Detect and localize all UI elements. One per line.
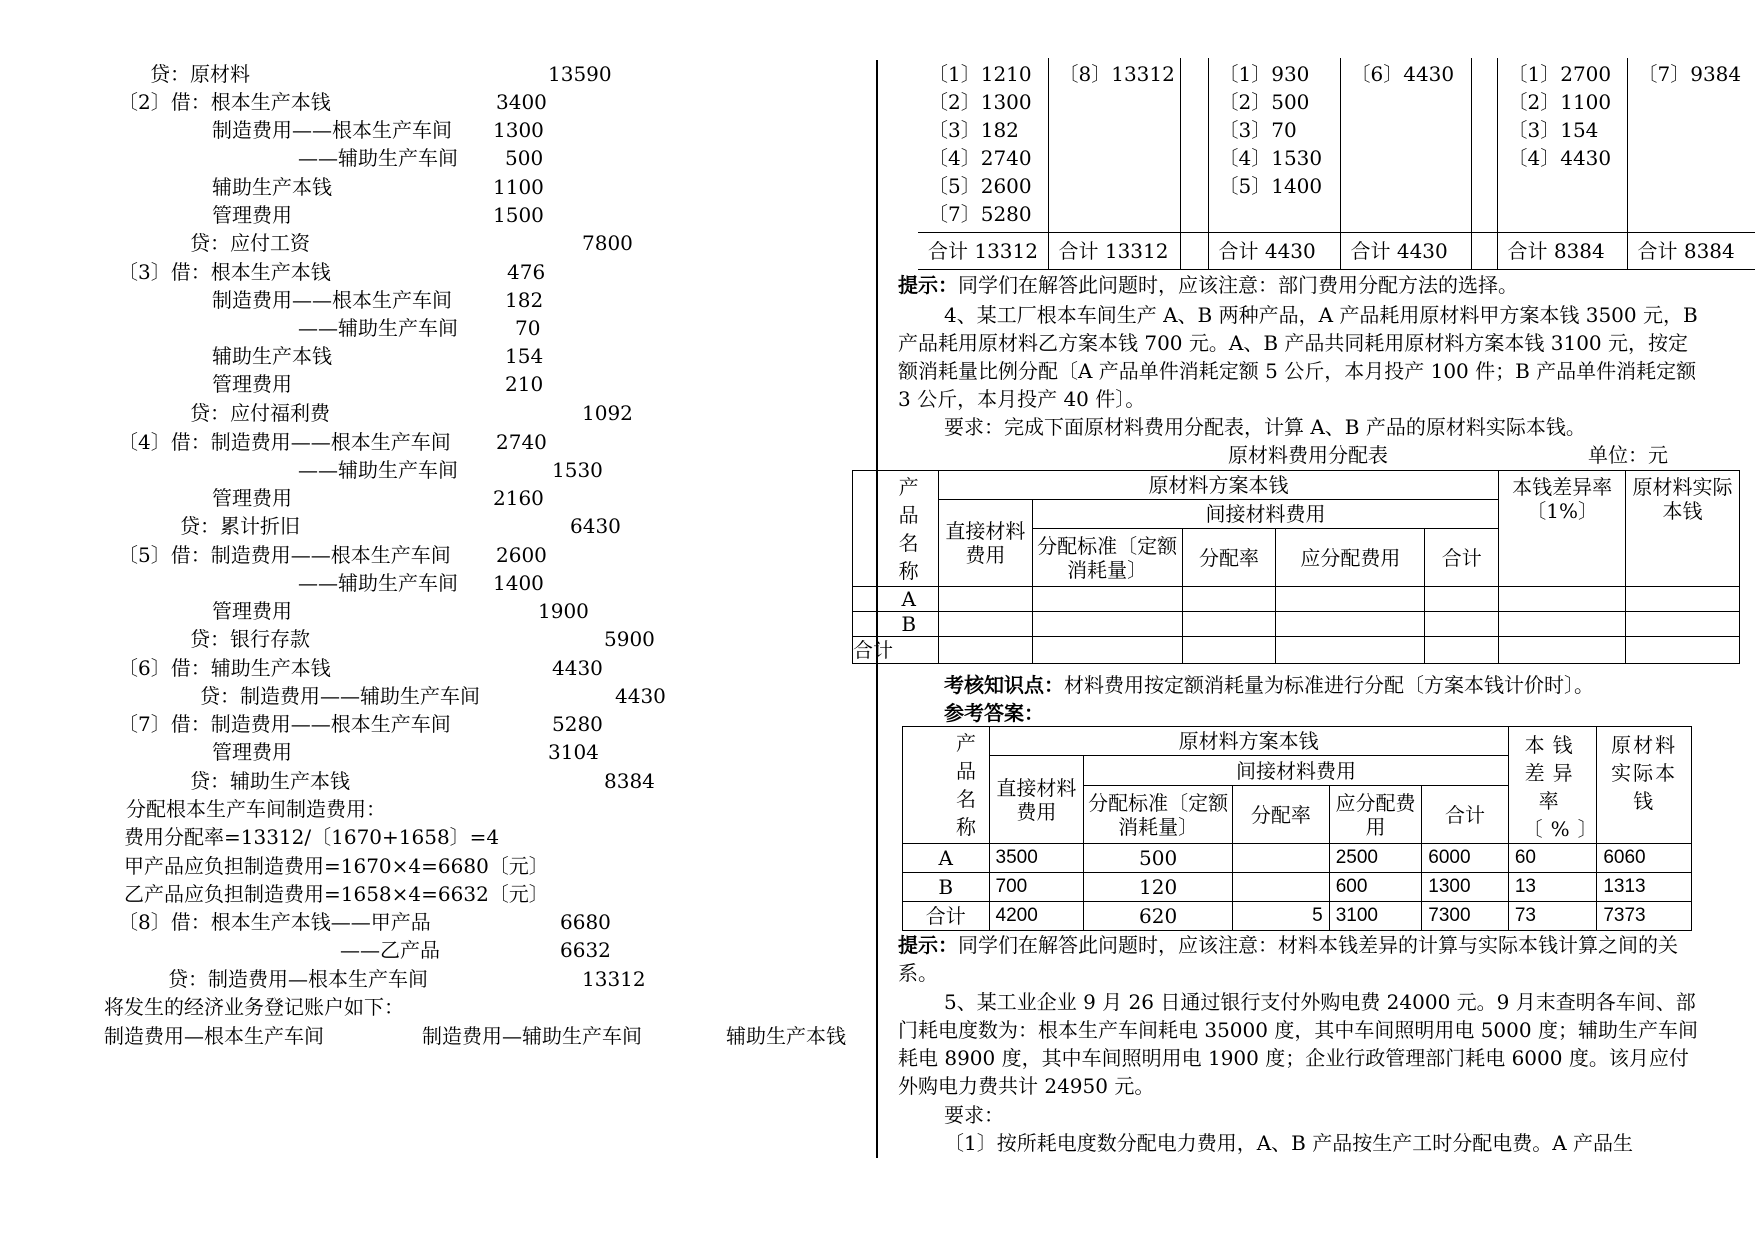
journal-line: 管理费用: [212, 599, 292, 623]
alloc-cell[interactable]: [1626, 587, 1740, 612]
ledger-debit-list-2: [1508, 60, 1627, 172]
journal-line: 制造费用——根本生产车间: [212, 288, 452, 312]
ans-diff: 13: [1508, 873, 1597, 902]
ledger-total: 合计 8384: [1627, 233, 1755, 270]
ledger-debit-entry: 〔2〕500: [1218, 90, 1310, 114]
ledger-gap: [1471, 58, 1497, 233]
journal-line: 辅助生产本钱: [212, 344, 332, 368]
alloc-cell[interactable]: [1499, 587, 1626, 612]
ans-rate: [1233, 844, 1330, 873]
ans-actual: 7373: [1597, 902, 1692, 931]
alloc-cell[interactable]: [1032, 587, 1182, 612]
alloc-h-diff: 本钱差异率〔1%〕: [1499, 471, 1626, 587]
ans-actual: 1313: [1597, 873, 1692, 902]
alloc-cell[interactable]: [1032, 612, 1182, 637]
journal-line: 〔2〕借：根本生产本钱: [118, 90, 331, 114]
alloc-h-sum: 合计: [1425, 529, 1499, 587]
journal-line: 制造费用——根本生产车间: [212, 118, 452, 142]
alloc-row: [853, 587, 1740, 612]
journal-line: 70: [515, 316, 541, 340]
alloc-h-indirect: 间接材料费用: [1032, 500, 1498, 529]
journal-line: 1092: [582, 401, 633, 425]
knowledge-label: 考核知识点：: [944, 673, 1064, 697]
ans-std: 500: [1084, 844, 1233, 873]
ans-h-plan: 原材料方案本钱: [989, 727, 1508, 756]
ans-sum: 1300: [1422, 873, 1509, 902]
ans-direct: 700: [989, 873, 1084, 902]
ledger-debit-list-1: [1219, 60, 1340, 200]
ans-h-rate: 分配率: [1233, 786, 1330, 844]
hint-1: [898, 273, 1518, 297]
question-5-paragraph: 5、某工业企业 9 月 26 日通过银行支付外购电费 24000 元。9 月末查明各车间、部门耗电度数为：根本生产车间耗电 35000 度，其中车间照明用电 5000 度；辅助生产车间耗电 8900 度，其中车间照明用电 1900 度；企业行政管理部门耗电 6000 度。该月应付外购电力费共计 24950 元。: [898, 990, 1698, 1098]
ledger-total: 合计 8384: [1497, 233, 1627, 270]
ledger-totals-row: [918, 233, 1755, 270]
alloc-h-std: 分配标准〔定额消耗量〕: [1032, 529, 1182, 587]
hint-2-label: 提示：: [898, 933, 958, 957]
alloc-cell[interactable]: [1626, 637, 1740, 664]
ledger-debit-entry: 〔3〕154: [1507, 118, 1599, 142]
ledger-gap: [1471, 233, 1497, 270]
ledger-total: 合计 13312: [918, 233, 1048, 270]
journal-line: 将发生的经济业务登记账户如下：: [104, 995, 404, 1019]
ledger-credit-aux: [1340, 58, 1471, 233]
hint-2: [898, 931, 1698, 987]
journal-line: 制造费用—根本生产车间: [104, 1024, 324, 1048]
ledger-credit-list-2: [1638, 60, 1755, 88]
ans-direct: 3500: [989, 844, 1084, 873]
ans-actual: 6060: [1597, 844, 1692, 873]
question-4-requirement: 要求：完成下面原材料费用分配表，计算 A、B 产品的原材料实际本钱。: [944, 415, 1586, 439]
journal-line: 管理费用: [212, 740, 292, 764]
ans-diff: 60: [1508, 844, 1597, 873]
ans-h-should: 应分配费用: [1329, 786, 1422, 844]
alloc-h-product: [879, 471, 938, 587]
ans-h-diff: [1508, 727, 1606, 844]
hint-1-text: 同学们在解答此问题时，应该注意：部门费用分配方法的选择。: [958, 273, 1518, 297]
ans-row-name: 合计: [903, 902, 990, 931]
journal-line: 〔3〕借：根本生产本钱: [118, 260, 331, 284]
hint-2-text: 同学们在解答此问题时，应该注意：材料本钱差异的计算与实际本钱计算之间的关系。: [898, 933, 1678, 985]
ans-diff: 73: [1508, 902, 1597, 931]
ledger-debit-entry: 〔3〕182: [928, 118, 1019, 142]
hint-1-label: 提示：: [898, 273, 958, 297]
ans-h-product-text: 产品名称: [956, 731, 976, 839]
ledger-credit-cost: [1627, 58, 1755, 233]
journal-line: 贷：辅助生产本钱: [190, 769, 350, 793]
alloc-cell[interactable]: [1276, 587, 1425, 612]
alloc-cell[interactable]: [1276, 612, 1425, 637]
ans-h-sum: 合计: [1422, 786, 1509, 844]
knowledge-point: [944, 673, 1594, 697]
ledger-total: 合计 4430: [1208, 233, 1340, 270]
ledger-debit-list-0: [928, 60, 1048, 228]
alloc-row-name: 合计: [853, 637, 939, 664]
alloc-cell[interactable]: [938, 637, 1032, 664]
alloc-cell[interactable]: [1032, 637, 1182, 664]
journal-line: 3104: [548, 740, 599, 764]
journal-line: 乙产品应负担制造费用=1658×4=6632〔元〕: [124, 882, 549, 906]
ledger-debit-entry: 〔5〕1400: [1218, 174, 1323, 198]
alloc-cell[interactable]: [1425, 637, 1499, 664]
question-5-item-1: 〔1〕按所耗电度数分配电力费用，A、B 产品按生产工时分配电费。A 产品生: [944, 1131, 1634, 1155]
ans-rate: [1233, 873, 1330, 902]
journal-line: ——辅助生产车间: [298, 146, 458, 170]
journal-line: 管理费用: [212, 486, 292, 510]
journal-line: 1400: [493, 571, 544, 595]
alloc-table-title: 原材料费用分配表: [1228, 443, 1388, 467]
ans-sum: 7300: [1422, 902, 1509, 931]
journal-line: 3400: [496, 90, 547, 114]
journal-line: 1900: [538, 599, 589, 623]
alloc-cell[interactable]: [1182, 637, 1276, 664]
ans-h-actual: [1597, 727, 1692, 844]
alloc-row-name: B: [879, 612, 938, 637]
journal-line: 贷：应付福利费: [190, 401, 330, 425]
ledger-entries-row: [918, 58, 1755, 233]
alloc-h-should: 应分配费用: [1276, 529, 1425, 587]
ledger-accounts-table: [918, 58, 1755, 270]
journal-line: 贷：原材料: [150, 62, 250, 86]
ans-should: 3100: [1329, 902, 1422, 931]
ans-row: [903, 902, 1692, 931]
ledger-debit-entry: 〔5〕2600: [928, 174, 1032, 198]
journal-line: 〔7〕借：制造费用——根本生产车间: [118, 712, 451, 736]
alloc-cell[interactable]: [1425, 587, 1499, 612]
ledger-debit-aux: [1208, 58, 1340, 233]
journal-line: 4430: [615, 684, 666, 708]
journal-line: 贷：应付工资: [190, 231, 310, 255]
ans-sum: 6000: [1422, 844, 1509, 873]
journal-line: 7800: [582, 231, 633, 255]
journal-line: 500: [505, 146, 544, 170]
journal-line: 1100: [493, 175, 544, 199]
ans-h-product: [903, 727, 990, 844]
journal-line: 476: [507, 260, 546, 284]
ans-h-indirect: 间接材料费用: [1084, 756, 1509, 786]
ledger-debit-entry: 〔7〕5280: [928, 202, 1032, 226]
alloc-h-rate: 分配率: [1182, 529, 1276, 587]
journal-line: 8384: [604, 769, 655, 793]
ans-h-actual-text: 原材料实际本钱: [1611, 733, 1678, 813]
ledger-gap: [1180, 233, 1208, 270]
journal-line: 6632: [560, 938, 611, 962]
ledger-debit-entry: 〔4〕2740: [928, 146, 1032, 170]
ans-row-name: B: [903, 873, 990, 902]
knowledge-text: 材料费用按定额消耗量为标准进行分配〔方案本钱计价时〕。: [1064, 673, 1594, 697]
alloc-cell[interactable]: [1499, 637, 1626, 664]
ans-std: 620: [1084, 902, 1233, 931]
alloc-h-product-text: 产品名称: [898, 474, 919, 583]
alloc-h-direct: 直接材料费用: [938, 500, 1032, 587]
ans-direct: 4200: [989, 902, 1084, 931]
journal-line: 贷：制造费用——辅助生产车间: [200, 684, 480, 708]
journal-line: 〔4〕借：制造费用——根本生产车间: [118, 430, 451, 454]
alloc-blank-cell: [853, 587, 880, 612]
alloc-blank-cell: [853, 612, 880, 637]
journal-line: 4430: [552, 656, 603, 680]
journal-line: 1530: [552, 458, 603, 482]
ans-std: 120: [1084, 873, 1233, 902]
journal-line: 13312: [582, 967, 646, 991]
journal-line: 制造费用—辅助生产车间: [422, 1024, 642, 1048]
alloc-cell[interactable]: [1276, 637, 1425, 664]
ans-row-name: A: [903, 844, 990, 873]
journal-line: 管理费用: [212, 372, 292, 396]
ledger-total: 合计 13312: [1048, 233, 1180, 270]
alloc-cell[interactable]: [1182, 587, 1276, 612]
ans-h-std: 分配标准〔定额消耗量〕: [1084, 786, 1233, 844]
ledger-credit-entry: 〔8〕13312: [1058, 62, 1175, 86]
alloc-row: [853, 637, 1740, 664]
journal-line: 5280: [552, 712, 603, 736]
ledger-credit-list-1: [1351, 60, 1471, 88]
ledger-debit-entry: 〔2〕1300: [928, 90, 1032, 114]
ans-should: 600: [1329, 873, 1422, 902]
alloc-cell[interactable]: [938, 612, 1032, 637]
ledger-debit-entry: 〔1〕930: [1218, 62, 1310, 86]
ledger-debit-entry: 〔3〕70: [1218, 118, 1297, 142]
alloc-cell[interactable]: [1425, 612, 1499, 637]
ans-h-direct: 直接材料费用: [989, 756, 1084, 844]
journal-line: 辅助生产本钱: [212, 175, 332, 199]
journal-line: 辅助生产本钱: [726, 1024, 846, 1048]
journal-line: 分配根本生产车间制造费用：: [126, 797, 386, 821]
journal-line: 182: [505, 288, 544, 312]
ans-row: [903, 844, 1692, 873]
journal-line: 甲产品应负担制造费用=1670×4=6680〔元〕: [124, 854, 549, 878]
alloc-cell[interactable]: [1499, 612, 1626, 637]
ledger-gap: [1180, 58, 1208, 233]
journal-line: 5900: [604, 627, 655, 651]
ledger-credit-entry: 〔7〕9384: [1637, 62, 1742, 86]
material-allocation-table: [852, 470, 1740, 664]
alloc-blank-cell: [853, 471, 880, 587]
alloc-h-actual: 原材料实际本钱: [1626, 471, 1740, 587]
journal-line: 2600: [496, 543, 547, 567]
journal-line: 1500: [493, 203, 544, 227]
journal-line: 210: [505, 372, 544, 396]
journal-line: 154: [505, 344, 544, 368]
ledger-debit-entry: 〔4〕4430: [1507, 146, 1612, 170]
alloc-cell[interactable]: [1626, 612, 1740, 637]
journal-line: 〔5〕借：制造费用——根本生产车间: [118, 543, 451, 567]
journal-line: 6680: [560, 910, 611, 934]
journal-line: 2740: [496, 430, 547, 454]
ledger-debit-cost: [1497, 58, 1627, 233]
journal-line: ——乙产品: [340, 938, 440, 962]
ans-should: 2500: [1329, 844, 1422, 873]
journal-line: ——辅助生产车间: [298, 571, 458, 595]
alloc-row: [853, 612, 1740, 637]
journal-line: 贷：制造费用—根本生产车间: [168, 967, 428, 991]
question-5-requirement: 要求：: [944, 1103, 1004, 1127]
journal-line: 贷：银行存款: [190, 627, 310, 651]
journal-line: 〔6〕借：辅助生产本钱: [118, 656, 331, 680]
ans-rate: 5: [1233, 902, 1330, 931]
alloc-cell[interactable]: [938, 587, 1032, 612]
journal-line: 〔8〕借：根本生产本钱——甲产品: [118, 910, 431, 934]
ledger-debit-entry: 〔4〕1530: [1218, 146, 1323, 170]
answer-label: 参考答案：: [944, 701, 1044, 725]
journal-line: 贷：累计折旧: [180, 514, 300, 538]
ans-row: [903, 873, 1692, 902]
ledger-credit-entry: 〔6〕4430: [1350, 62, 1455, 86]
journal-line: 1300: [493, 118, 544, 142]
ledger-debit-entry: 〔1〕1210: [928, 62, 1032, 86]
ledger-debit-main: [918, 58, 1048, 233]
question-4-paragraph: 4、某工厂根本车间生产 A、B 两种产品，A 产品耗用原材料甲方案本钱 3500 元，B 产品耗用原材料乙方案本钱 700 元。A、B 产品共同耗用原材料方案本钱 3100 元，按定额消耗量比例分配〔A 产品单件消耗定额 5 公斤，本月投产 100 件；B 产品单件消耗定额 3 公斤，本月投产 40 件〕。: [898, 303, 1698, 411]
journal-line: 2160: [493, 486, 544, 510]
journal-line: ——辅助生产车间: [298, 316, 458, 340]
journal-line: ——辅助生产车间: [298, 458, 458, 482]
journal-line: 管理费用: [212, 203, 292, 227]
ledger-credit-main: [1048, 58, 1180, 233]
ledger-credit-list-0: [1059, 60, 1180, 88]
journal-line: 13590: [548, 62, 612, 86]
journal-line: 6430: [570, 514, 621, 538]
alloc-h-plan: 原材料方案本钱: [938, 471, 1498, 500]
ans-h-diff-text: 本钱差异率〔%〕: [1522, 733, 1606, 841]
answer-table: [902, 726, 1692, 931]
alloc-row-name: A: [879, 587, 938, 612]
alloc-cell[interactable]: [1182, 612, 1276, 637]
alloc-table-unit: 单位：元: [1588, 443, 1668, 467]
ledger-debit-entry: 〔2〕1100: [1507, 90, 1612, 114]
ledger-debit-entry: 〔1〕2700: [1507, 62, 1612, 86]
ledger-total: 合计 4430: [1340, 233, 1471, 270]
journal-line: 费用分配率=13312/〔1670+1658〕=4: [124, 825, 500, 849]
